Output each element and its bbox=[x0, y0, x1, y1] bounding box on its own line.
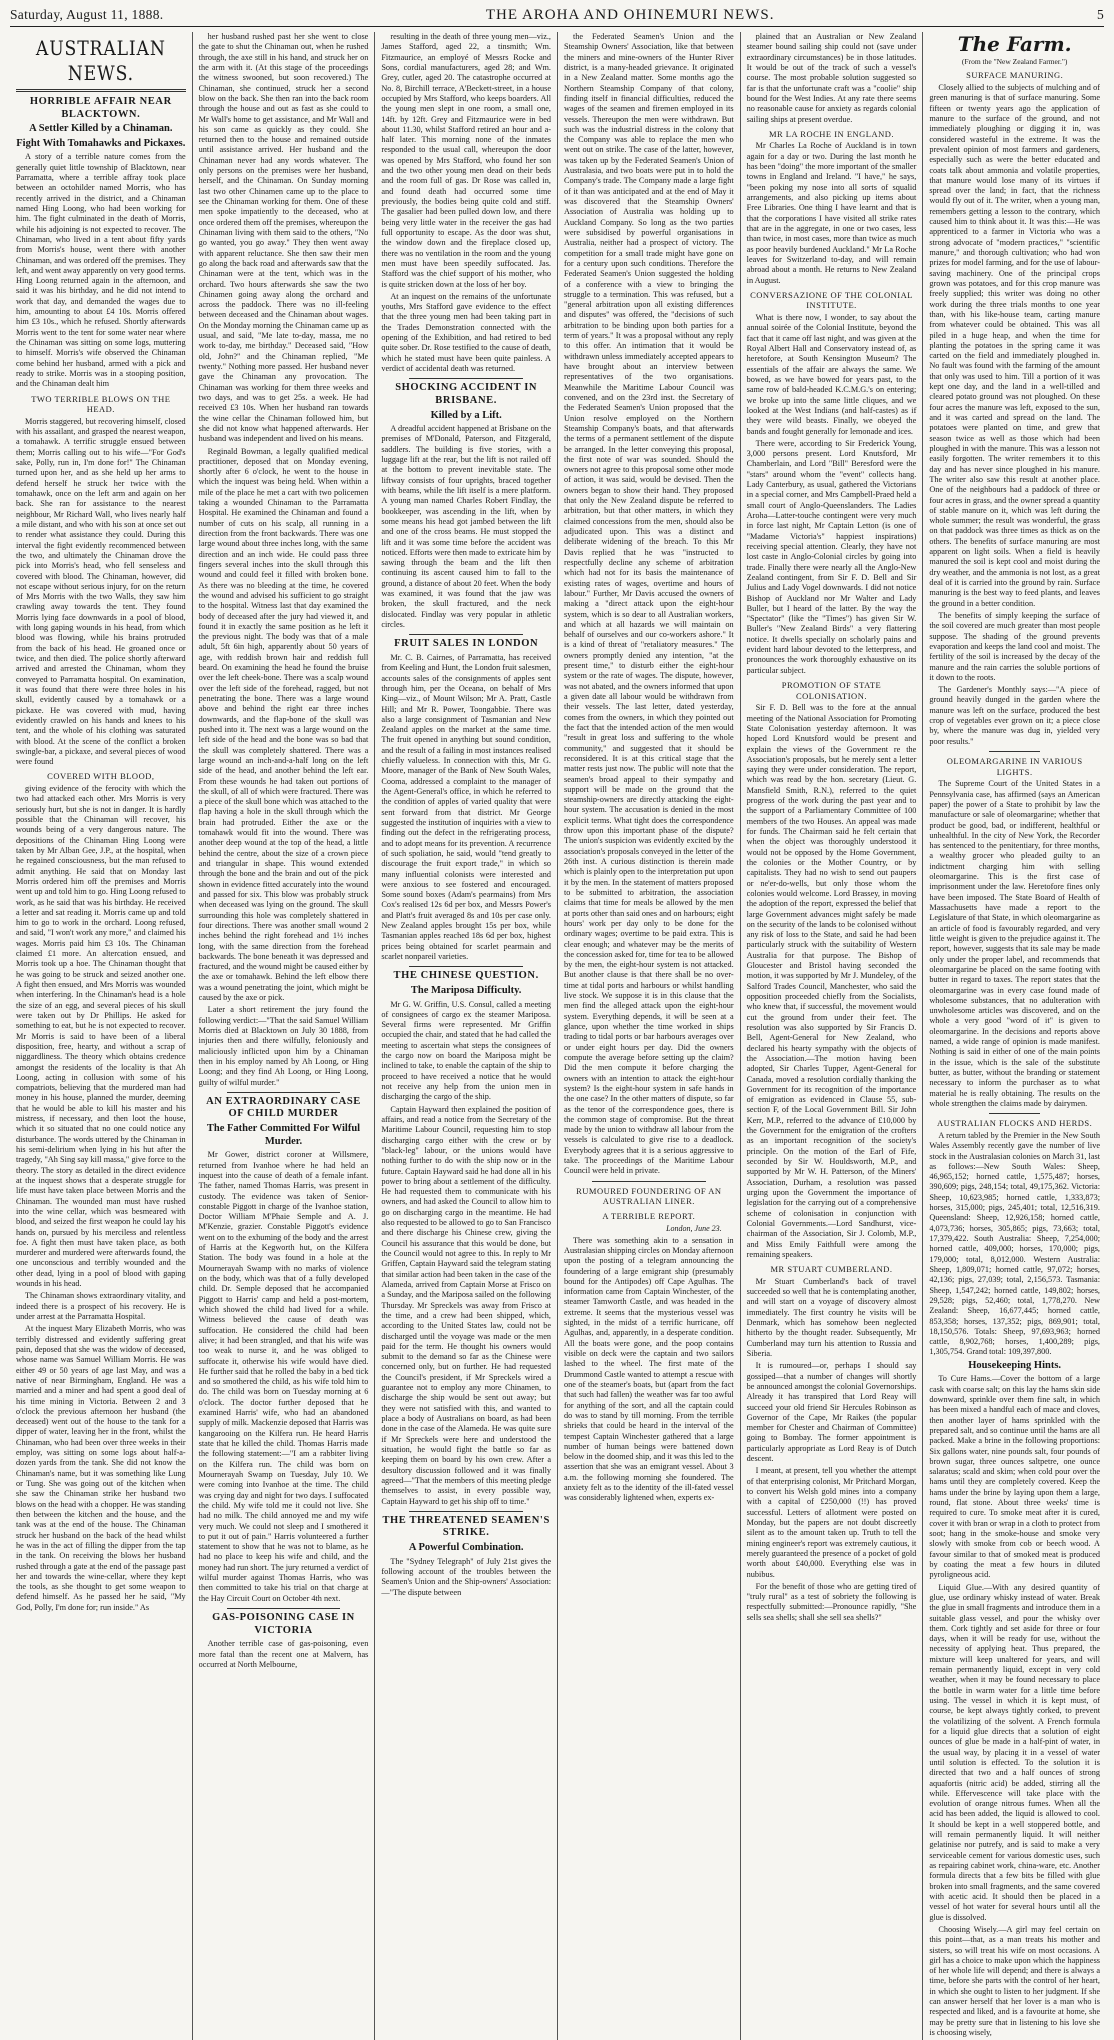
divider bbox=[16, 89, 186, 92]
divider bbox=[592, 1181, 706, 1182]
article-paragraph: Liquid Glue.—With any desired quantity of glue, use ordinary whisky instead of water. Break the glue in small fragments and introduce them in a suitable glass vessel, and pour the whisky over them. Cork tightly and set aside for three or four days, when it will be ready for use, without the necessity of applying heat. Thus prepared, the mixture will keep unaltered for years, and will remain permanently liquid, except in very cold weather, when it may be found necessary to place the bottle in warm water for a little time before using. The vessel in which it is kept must, of course, be kept always tightly corked, to prevent the volatilizing of the solvent. A French formula for a liquid glue directs that a solution of eight ounces of glue be made in a half-pint of water, in the usual way, by placing it in a vessel of water until solution is effected. To the solution it is directed that two and a half ounces of strong aquafortis (nitric acid) be added, stirring all the while. Effervescence will take place with the evolution of orange nitrous fumes. When all the acid has been added, the liquid is allowed to cool. It should be kept in a well stoppered bottle, and will remain permanently liquid. It will neither gelatinise nor putrefy, and is said to make a very serviceable cement for various domestic uses, such as repairing cabinet work, china-ware, etc. Another formula directs that a few bits be filled with glue broken into small fragments, and the same covered with acetic acid. It should then be placed in a vessel of hot water for several hours until all the glue is dissolved. bbox=[929, 1582, 1100, 1922]
article-paragraph: Reginald Bowman, a legally qualified medical practitioner, deposed that on Monday evening, shortly after 6 o'clock, he went to the house in which the inquest was being held. When within a mile of the place he met a cart with two policemen taking a wounded Chinaman to the Parramatta Hospital. He examined the Chinaman and found a number of cuts on his scalp, all running in a direction from the front backwards. There was one large wound about three inches long, with the same direction and an inch wide. He could pass three fingers several inches into the skull through this wound and could feel it filled with broken bone. As there was no bleeding at the time, he covered the wound and advised his sufficient to go straight to the hospital. Witness last that day examined the body of deceased after the jury had viewed it, and found it in exactly the same position as he left it the previous night. The body was that of a male adult, 5ft 6in high, apparently about 50 years of age, with reddish brown hair and reddish full beard. On examining the head he found the bruise over the left cheek-bone. There was a scalp wound over the left side of the forehead, ragged, but not penetrating the bone. There was a large wound above and behind the right ear three inches downwards, and the flap-bone of the skull was pushed into it. The next was a large wound on the left side of the head and the bone was so bad that the skull was completely shattered. There was a large wound an inch-and-a-half long on the left side of the head, and another behind the left ear. From these wounds he had taken out portions of the skull, of all of which were fractured. There was a piece of the skull bone which was attached to the flap having a hole in the skull through which the brain had protruded. Either the axe or the tomahawk would fit into the wound. There was another deep wound at the top of the head, a little behind the centre, about the size of a crown piece and triangular in shape. This wound extended through the bone and the brain and out of the pick shown in evidence fitted accurately into the wound and passed for six. This blow was probably struck when deceased was lying on the ground. The skull surrounding this hole was completely shattered in four directions. There was another small wound 2 inches behind the right forehead and 1½ inches long, with the same direction from the forehead backwards. The bone beneath it was depressed and fractured, and the wound might be caused either by the axe or tomahawk. Behind the left elbow there was a wound penetrating the joint, which might be caused by the axe or pick. bbox=[198, 446, 369, 1003]
divider bbox=[409, 966, 523, 967]
article-paragraph: Later a short retirement the jury found the following verdict:—"That the said Samuel William Morris died at Blacktown on July 30 1888, from injuries then and there wilfully, feloniously and maliciously inflicted upon him by a Chinaman then in his employ named by Ah Loong, or Hing Loong; and they find Ah Loong, or Hing Loong, guilty of wilful murder." bbox=[198, 1005, 369, 1087]
columns bbox=[10, 32, 1106, 2038]
divider bbox=[409, 378, 523, 379]
article-paragraph: A dreadful accident happened at Brisbane on the premises of M'Donald, Paterson, and Fitzgerald, saddlers. The building is five stories, with a luggage lift at the rear, but the lift is not railed off at the bottom to prevent inevitable state. The liftway consists of four uprights, braced together with beams, while the lift itself is a mere platform. A young man named Charles Robert Findlay, the bookkeeper, was ascending in the lift, when by some means his head got jambed between the lift and one of the cross beams. He must stopped the lift and it was some time before the accident was noticed. Efforts were then made to extricate him by sawing through the beam and the lift then continuing its ascent caused him to fall to the ground, a distance of about 20 feet. When the body was examined, it was found that the jaw was broken, the skull fractured, and the neck dislocated. Findlay was very popular in athletic circles. bbox=[381, 424, 551, 630]
article-paragraph: A return tabled by the Premier in the New South Wales Assembly recently gave the number of live stock in the Australasian colonies on March 31, last as follows:—New South Wales: Sheep, 46,965,152; horned cattle, 1,575,487; horses, 390,609; pigs, 248,154; total, 49,175,362. Victoria: Sheep, 10,623,985; horned cattle, 1,333,873; horses, 315,000; pigs, 245,401; total, 12,516,319. Queensland: Sheep, 12,926,158; horned cattle, 4,073,736; horses, 305,865; pigs, 73,663; total, 17,379,422. South Australia: Sheep, 7,254,000; horned cattle, 409,000; horses, 170,000; pigs, 179,000; total, 8,012,000. Western Australia: Sheep, 1,809,071; horned cattle, 97,072; horses, 42,136; pigs, 27,039; total, 2,156,573. Tasmania: Sheep, 1,547,242; horned cattle, 149,802; horses, 29,528; pigs, 52,460; total, 1,778,270. New Zealand: Sheep, 16,677,445; horned cattle, 853,358; horses, 137,352; pigs, 869,901; total, 18,150,576. Totals: Sheep, 97,693,963; horned cattle, 8,902,768; horses, 1,400,289; pigs, 1,305,754. Grand total: 109,397,800. bbox=[929, 1130, 1100, 1357]
article-paragraph: Mr Charles La Roche of Auckland is in town again for a day or two. During the last month he has been "doing" the more important of the smaller towns in England and Ireland. "I have," he says, "been poking my nose into all sorts of squalid arrangements, and also picking up items about Free Libraries. One thing I have learnt and that is that the corporations I have visited all strike rates that are in the aggregate, in one or two cases, less than twice, in most cases, more than twice as much as poor heavily burdened Auckland." Mr La Roche leaves for Switzerland to-day, and will remain abroad about a month. He returns to New Zealand in August. bbox=[746, 141, 917, 285]
article-paragraph: Mr. C. B. Cairnes, of Parramatta, has received from Keeling and Hunt, the London fruit salesmen, accounts sales of the consignments of apples sent through him, per the Oceana, on behalf of Mrs King—viz., of Mount Wilson; Mr A. Pratt, Castle Hill; and Mr R. Power, Toongabbie. There was also a large consignment of Tasmanian and New Zealand apples on the market at the same time. The fruit opened in anything but sound condition, and the result of a failing in most instances realised chiefly valueless. In connection with this, Mr G. Moore, manager of the Bank of New South Wales, Cooma, addressed a complaint to the manager of the Agent-General's office, in which he referred to the condition of apples of varied quality that were sent forward from that district. Mr George suggested the institution of inquiries with a view to finding out the defect in the refrigerating process, and to adopt means for its prevention. A recurrence of such spoliation, he said, would "tend greatly to discourage the fruit export trade," in which so many influential colonists were interested and were anxious to see fostered and encouraged. Some sound boxes (Adam's pearmains) from Mrs Cox's realised 12s 6d per box, and Messrs Power's and Platt's fruit averaged 8s and 10s per case only. New Zealand apples brought 15s per box, while Tasmanian apples reached 18s 6d per box, highest prices being obtained for scarlet pearmain and scarlet nonpareil varieties. bbox=[381, 652, 551, 961]
dateline: London, June 23. bbox=[666, 1223, 722, 1233]
divider bbox=[989, 751, 1040, 752]
article-paragraph: There were, according to Sir Frederick Young, 3,000 persons present. Lord Knutsford, Mr Chamberlain, and Lord "Bill" Beresford were the "stars" around whom the "event" collects hang. Lady Canterbury, as usual, gathered the Victorians in a special corner, and Mrs Campbell-Praed held a small court of Anglo-Queenslanders. The Ladies Aroha—Latter-touche contingent were very much in force last night, Mr Captain Letton (is one of "Madame Victoria's" happiest inspirations) receiving special attention. Clearly, they have not lost caste in Anglo-Colonial circles by going into trade. Finally there were nearly all the Anglo-New Zealand contingent, from Sir F. D. Bell and Sir Julius and Lady Vogel downwards. I did not notice Bishop of Auckland nor Mr Walter and Lady Buller, but I heard of the latter. By the way the "Spectator" (like the "Times") has given Sir W. Buller's "New Zealand Birds" a very flattering notice. It dwells specially on scholarly pains and evident hard labour devoted to the letterpress, and pronounces the work thoroughly exhaustive on its particular subject. bbox=[746, 438, 917, 675]
article-paragraph: I meant, at present, tell you whether the attempt of that enterprising colonist, Mr Pritchard Morgan, to convert his Welsh gold mines into a company with a capital of £250,000 (!!) has proved successful. Letters of allotment were posted on Monday, but the papers are not doubt discreetly silent as to the amount taken up. Truth to tell the mining engineer's report was extremely cautious, it merely guaranteed the presence of a pocket of gold worth about £40,000. Everything else was in nubibus. bbox=[746, 1466, 917, 1579]
column-5 bbox=[741, 32, 924, 2040]
column-2 bbox=[193, 32, 376, 2040]
headline-gas-poisoning: GAS-POISONING CASE IN VICTORIA bbox=[212, 1612, 355, 1636]
article-paragraph: A story of a terrible nature comes from the generally quiet little township of Blacktown, near Parramatta, where a terrible affray took place between an octohilder named Morris, who has recently arrived in the district, and a Chinaman named Hing Loong, who had been working for him. The fight culminated in the death of Morris, while his adjoining is not expected to recover. The Chinaman, who lived in a tent about fifty yards from Morris's house, went there with another Chinaman, and was ordered off the premises. They left, and went away apparently on very good terms. Hing Loong returned again in the afternoon, and said it was his birthday, and he did not intend to work that day, and demanded the wages due to him, amounting to about £4 10s. Morris offered him £3 10s., which he refused. Shortly afterwards Morris went to the tent for some water near where the Chinaman was sitting on some logs, muttering to himself. Morris's wife observed the Chinaman come behind her husband, armed with a pick and ready to strike. Morris was in a stooping position, and the Chinaman dealt him bbox=[16, 152, 186, 389]
divider bbox=[409, 1511, 523, 1512]
headline-state-colonisation: PROMOTION OF STATE COLONISATION. bbox=[781, 680, 882, 701]
headline-chinese-question: THE CHINESE QUESTION. bbox=[393, 970, 539, 982]
article-paragraph: Choosing Wisely.—A girl may feel certain on this point—that, as a man treats his mother and sisters, so will treat his wife on most occasions. A girl has a choice to make upon which the happiness of her whole life will depend; and there is always a time, before she parts with the control of her heart, in which she ought to listen to her judgment. If she can answer herself that her lover is a man who is respected and liked, and is a favourite at home, she may be pretty sure that in listening to his love she is choosing wisely, bbox=[929, 1924, 1100, 2038]
article-paragraph: Mr Stuart Cumberland's back of travel succeeded so well that he is contemplating another, and will start on a voyage of discovery almost immediately. The first country he visits will be Denmark, which has somehow been neglected hitherto by the thought reader. Subsequently, Mr Cumberland may turn his attention to Russia and Siberia. bbox=[746, 1276, 917, 1358]
subhead-father-committed: The Father Committed For Wilful Murder. bbox=[206, 1123, 361, 1147]
headline-conversazione: CONVERSAZIONE OF THE COLONIAL INSTITUTE. bbox=[750, 289, 913, 311]
article-paragraph: Mr Gower, district coroner at Willsmere, returned from Ivanhoe where he had held an inquest into the cause of death of a female infant. The father, named Thomas Harris, was present in custody. The evidence was taken of Senior-constable Piggott in charge of the Ivanhoe station, Doctor William M'Phaie Semple and A. J. M'Kenzie, grazier. Constable Piggott's evidence went on to the exhuming of the body and the arrest of Harris at the Kegworth hut, on the Kilfera Station. The body was found in a hole at the Mournerayah Swamp with no marks of violence on the body, which was that of a fully developed child. Dr. Semple deposed that he accompanied Piggott to Harris' camp and held a post-mortem, which showed the child had lived for a while. Witness believed the cause of death was suffocation. He considered the child had been alive; it had been strangled, and that his wife was too weak to nurse it, and he was obliged to suffocate it, otherwise his wife would have died. He further said that he rolled the baby in a bed tick and so smothered the child, as his wife told him to do. The child was born on Tuesday morning at 6 o'clock. The doctor further deposed that he examined Harris' wife, who had an abandoned supply of milk. Mackenzie deposed that Harris was kangarooing on the Kilfera run. He heard Harris state that he killed the child. Thomas Harris made the following statement:—"I am a rabbiter living on the Kilfera run. The child was born on Mournerayah Swamp on Tuesday, July 10. We were coming into Ivanhoe at the time. The child was crying day and night for two days. I suffocated the child. My wife told me it could not live. She had no milk. The child annoyed me and my wife very much. We could not sleep and I smothered it to put it out of pain." Harris volunteered a further statement to show that he was not to blame, as he had no place to keep his wife and child, and the money had run short. The jury returned a verdict of wilful murder against Thomas Harris, who was then committed to take his trial on that charge at the Hay Circuit Court on October 4th next. bbox=[198, 1150, 369, 1603]
divider bbox=[409, 634, 523, 635]
headline-housekeeping-hints: Housekeeping Hints. bbox=[968, 1359, 1062, 1371]
article-paragraph: plained that an Australian or New Zealand steamer bound sailing ship could not (save under extraordinary circumstances) be in those latitudes. It would be out of the track of such a vessel's course. The most probable solution suggested so far is that the unfortunate craft was a "coolie" ship bound for the West Indies. At any rate there seems no reasonable cause for anxiety as regards colonial sailing ships at present overdue. bbox=[746, 32, 917, 124]
subhead-settler-killed: A Settler Killed by a Chinaman. bbox=[29, 123, 173, 135]
article-paragraph: Another terrible case of gas-poisoning, even more fatal than the recent one at Malvern, has occurred at North Melbourne, bbox=[198, 1639, 369, 1669]
article-paragraph: Captain Hayward then explained the position of affairs, and read a notice from the Secretary of the Maritime Labour Council, requesting him to stop discharging cargo either with the crew or by "black-leg" labour, or the unions would have nothing further to do with the ship now or in the future. Captain Hayward said he had done all in his power to bring about a settlement of the difficulty. He had requested them to communicate with his owners, and had asked the Council to allow him to go on discharging cargo in the meantime. He had also requested to be allowed to go to San Francisco and there discharge his Chinese crew, giving the Council his assurance that this would be done, but the Council would not agree to this. In reply to Mr Griffen, Captain Hayward said the telegram stating that similar action had been taken in the case of the Alameda, arrived from Captain Morse at Frisco on a Sunday, and the Mariposa sailed on the following Thursday. Mr Spreckels was away from Frisco at the time, and a crew had been shipped, which, according to the United States law, could not be discharged until the voyage was made or the men paid for the term. He thought his owners would submit to the demand so far as the Chinese were concerned only, but on further. He had requested the Council's president, if Mr Spreckels wired a guarantee not to employ any more Chinamen, to discharge the ship would be sent out away; but they were not satisfied with this, and wanted to place a body of Australians on board, as had been done in the case of the Alameda. He was quite sure if Mr Spreckels were here and understood the situation, he would fight the battle so far as keeping them on board by his own crew. After a desultory discussion followed and it was finally agreed—"That the members of this meeting pledge themselves to assist, in every possible way, Captain Hayward to get his ship off to time." bbox=[381, 1104, 551, 1506]
crosshead-covered-blood: COVERED WITH BLOOD, bbox=[47, 771, 155, 782]
divider bbox=[227, 1092, 341, 1093]
article-paragraph: For the benefit of those who are getting tired of "truly rural" as a test of sobriety the following is respectfully submitted:—Pronounce rapidly, "She sells sea shells; shall she sell sea shells?" bbox=[746, 1581, 917, 1622]
article-paragraph: The "Sydney Telegraph" of July 21st gives the following account of the troubles between the Seamen's Union and the Ship-owners' Association:—"The dispute between bbox=[381, 1556, 551, 1597]
article-paragraph: Mr G. W. Griffin, U.S. Consul, called a meeting of consignees of cargo ex the steamer Mariposa. Several firms were represented. Mr Griffin occupied the chair, and stated that he had called the meeting to ascertain what steps the consignees of the cargo now on board the Mariposa might be inclined to take, to enable the captain of the ship to proceed to have received a notice that he would not receive any help from the union men in discharging the cargo of the ship. bbox=[381, 999, 551, 1102]
column-4 bbox=[558, 32, 741, 2040]
article-paragraph: The benefits of simply keeping the surface of the soil covered are much greater than most people suppose. The shading of the ground prevents evaporation and keeps the land cool and moist. The fertility of the soil is increased by the decay of the manure and the rain carries the soluble portions of it down to the roots. bbox=[929, 610, 1100, 682]
article-paragraph: The Chinaman shows extraordinary vitality, and indeed there is a prospect of his recovery. He is under arrest at the Parramatta Hospital. bbox=[16, 1291, 186, 1321]
article-paragraph: her husband rushed past her she went to close the gate to shut the Chinaman out, when he rushed through, the axe still in his hand, and struck her on the arm with it. (At this stage of the proceedings the witness swooned, but soon recovered.) The Chinaman, she continued, struck her a second blow on the back. She then ran into the back room through the house and out as fast as she could to Mr Wall's home to get assistance, and Mr Wall and his son came as quickly as they could. She returned then to the house and remained outside until assistance arrived. Her husband and the Chinaman never had any words whatever. The only persons on the premises were her husband, herself, and the Chinaman. On Sunday morning last two other Chinamen came up to the place to see the Chinaman working for them. One of these men spoke impatiently to the deceased, who at once ordered them off the premises, whereupon the Chinaman living with them said to the others, "No go wanted, you go away." They then went away with apparent reluctance. She then saw their men go along the back road and afterwards saw that the Chinaman were at the tent, which was in the orchard. Two hours afterwards she saw the two Chinamen going away along the orchard and across the paddock. There was no ill-feeling between deceased and the Chinaman about wages. On the Monday morning the Chinaman came up as usual, and said, "Me late to-day, massa, me no work to-day, me birthday." Deceased said, "How old, John?" and the Chinaman replied, "Me twenty." Nothing more passed. Her husband never gave the Chinaman any provocation. The Chinaman was working for them three weeks and two days, and was to get 25s. a week. He had received £3 10s. When her husband ran towards the wine cellar the Chinaman followed him, but she did not know what happened afterwards. Her husband was independent and lived on his means. bbox=[198, 32, 369, 444]
divider bbox=[227, 1608, 341, 1609]
headline-surface-manuring: SURFACE MANURING. bbox=[966, 70, 1064, 81]
article-paragraph: Morris staggered, but recovering himself, closed with his assailant, and grasped the nearest weapon, a tomahawk. A terrific struggle ensued between them; Morris calling out to his wife—"For God's sake, Polly, run in, I'm done for!" The Chinaman turned upon her, and as she held up her arms to defend herself he struck her twice with the tomahawk, once on the left arm and again on her back. She ran for assistance to the nearest neighbour, Mr Richard Wall, who lives nearly half a mile distant, and who with his son at once set out to render what assistance they could. During this interval the fight evidently recommenced between the two, and ultimately the Chinaman drove the pick into Morris's head, who fell senseless and covered with blood. The Chinaman, however, did not escape without serious injury, for on the return of Mrs Morris with the two Walls, they saw him crawling away towards the tent. They found Morris lying face downwards in a pool of blood, with long gaping wounds in his head, from which blood was flowing, while his brains protruded from the back of his head. He groaned once or twice, and then died. The police shortly afterward arrived and arrested the Chinaman, whom they conveyed to Parramatta hospital. On examination, it was found that there were three holes in his skull, evidently caused by a tomahawk or a pickaxe. He was covered with mud, having evidently crawled on his hands and knees to his tent, and the whole of his clothing was saturated with blood. At the scene of the conflict a broken swingle-bar, a pickaxe, and several pieces of wood were found bbox=[16, 416, 186, 767]
column-3 bbox=[375, 32, 558, 2040]
headline-flocks-herds: AUSTRALIAN FLOCKS AND HERDS. bbox=[937, 1118, 1093, 1129]
article-paragraph: What is there now, I wonder, to say about the annual soirée of the Colonial Institute, beyond the fact that it came off last night, and was given at the Royal Albert Hall and Conservatory instead of, as heretofore, at South Kensington Museum? The essentials of the affair are always the same. We bowed, as we have bowed for years past, to the same row of bald-headed K.C.M.G.'s on entering; we broke up into the same little cliques, and we looked at the West Indians (and half-castes) as if they were wild beasts. Finally, we obeyed the bands and fought generally for lemonade and ices. bbox=[746, 313, 917, 436]
headline-brisbane-accident: SHOCKING ACCIDENT IN BRISBANE. bbox=[395, 382, 538, 406]
section-title-the-farm: The Farm. bbox=[957, 32, 1072, 56]
article-paragraph: resulting in the death of three young men—viz., James Stafford, aged 22, a tinsmith; Wm. Fitzmaurice, an employé of Messrs Rocke and Sons, cordial manufacturers, aged 28; and Wm. Grey, cutler, aged 20. The catastrophe occurred at No. 8, Birchill terrace, A'Beckett-street, in a house occupied by Mrs Stafford, who keeps boarders. All the young men slept in one room, a small one, 14ft. by 12ft. Grey and Fitzmaurice were in bed about 11.30, whilst Stafford retired an hour and a-half later. This morning none of the inmates responded to the usual call, whereupon the door was opened by Mrs Stafford, who found her son and the two other young men dead on their beds and the room full of gas. Dr Rose was called in, and found death had occurred some time previously, the bodies being quite cold and stiff. The gasalier had been pulled down low, and there being very little water in the receiver the gas had full opportunity to escape. As the door was shut, the window down and the fireplace closed up, there was no ventilation in the room and the young men must have been speedily suffocated. Jas. Stafford was the chief support of his mother, who is quite stricken down at the loss of her boy. bbox=[381, 32, 551, 289]
subhead-fight-tomahawks: Fight With Tomahawks and Pickaxes. bbox=[16, 137, 186, 149]
subhead-terrible-report: A TERRIBLE REPORT. bbox=[602, 1210, 696, 1221]
article-paragraph: Closely allied to the subjects of mulching and of green manuring is that of surface manuring. Some fifteen or twenty years ago the application of manure to the surface of the ground, and not immediately ploughing or digging it in, was considered wasteful in the extreme. It was the prevalent opinion of most farmers and gardeners, especially such as were the better educated and coats talk about ammonia and volatile properties, that manure would lose many of its virtues if spread over the land; in fact, that the richness would fly out of it. The writer, when a young man, remembers getting a lesson to the contrary, which caused him to think about it. It was this:—He was apprenticed to a farmer in Victoria who was a strong advocate of "modern practices," "scientific manure," and thorough cultivation; who had won prizes for model farming, and for the use of labour-saving machinery. One of the principal crops grown was potatoes, and for this crop manure was freely supplied; this writer was doing no other work during the three trials months to one year than, with his like-house team, carting manure from whatever could be obtained. This was all piled in a huge heap, and when the time for planting the potatoes in the spring came it was carted on the field and immediately ploughed in. No fault was found with the farming of the amount that only was used to him. Till a portion of it was kept one day, and the land in a well-tilled and cleared potato ground was not ploughed. On these four acres the manure was left, exposed to the sun, and it was carted and spread on the land. The potatoes were planted on time, and grew that season twice as well as those which had been ploughed in with the manure. This was a lesson not easily forgotten. The writer remembers it to this day and has never since ploughed in his manure. The writer also saw this result at another place. One of the neighbours had a paddock of three or four acres in grass, and the owner spread a quantity of stable manure on it, which was left during the whole summer; the result was wonderful, the grass on that paddock was three times as thick as on the others. The benefits of surface manuring are most apparent on light soils. When a field is heavily manured the soil is kept cool and moist during the dry weather, and the ammonia is not lost, as a great deal of it is carried into the ground by rain. Surface manuring is the best way to feed plants, and leaves the ground in a better condition. bbox=[929, 83, 1100, 608]
article-paragraph: The Supreme Court of the United States in a Pennsylvania case, has affirmed (says an American paper) the power of a State to prohibit by law the manufacture or sale of oleomargarine; whether that product be good, bad, or indifferent, healthful or unhealthful. In the city of New York, the Recorder has sentenced to the penitentiary, for three months, a wealthy grocer who pleaded guilty to an indictment charging him with selling oleomargarine. This is the first case of imprisonment under the law. Heretofore fines only have been imposed. The State Board of Health of Massachusetts have made a report to the Legislature of that State, in which oleomargarine as an article of food is favourably regarded, and very little weight is given to the prejudice against it. The report, however, suggests that its sale may be made only under the proper label, and recommends that oleomargarine be placed on the same footing with butter in regard to taxes. The report states that the oleomargarine was in every case found made of wholesome substances, that no adulteration with unwholesome articles was discovered, and on the whole a very good "word of it" is given to oleomargarine. In the decisions and reports above named, a wide range of opinion is made manifest. Nothing is said in either of one of the main points in the issue, which is the sale of the substitute butter, as butter, without the branding or statement necessary to inform the purchaser as to what material he is really obtaining. The results on the whole strengthen the claims made by dairymen. bbox=[929, 779, 1100, 1108]
article-paragraph: It is rumoured—or, perhaps I should say gossiped—that a number of changes will shortly be announced amongst the colonial Governorships. Already it has transpired that Lord Reay will succeed your old friend Sir Hercules Robinson as Governor of the Cape, Mr Raikes (the popular member for Chester and Chairman of Committee) going to Bombay. The former appointment is particularly appropriate as Lord Reay is of Dutch descent. bbox=[746, 1361, 917, 1464]
headline-rumoured-foundering: RUMOURED FOUNDERING OF AN AUSTRALIAN LINER. bbox=[576, 1185, 722, 1207]
headline-oleomargarine: OLEOMARGARINE IN VARIOUS LIGHTS. bbox=[946, 756, 1083, 777]
subhead-killed-by-lift: Killed by a Lift. bbox=[430, 409, 502, 421]
headline-fruit-sales: FRUIT SALES IN LONDON bbox=[394, 638, 539, 650]
source-credit: (From the "New Zealand Farmer.") bbox=[961, 57, 1068, 66]
crosshead-two-blows: TWO TERRIBLE BLOWS ON THE HEAD. bbox=[31, 393, 171, 415]
headline-la-roche: MR LA ROCHE IN ENGLAND. bbox=[768, 128, 895, 139]
headline-child-murder: AN EXTRAORDINARY CASE OF CHILD MURDER bbox=[206, 1095, 361, 1120]
subhead-powerful-combination: A Powerful Combination. bbox=[408, 1542, 524, 1553]
headline-seamens-strike: THE THREATENED SEAMEN'S STRIKE. bbox=[382, 1514, 550, 1539]
page-number: 5 bbox=[1096, 7, 1104, 22]
article-paragraph: giving evidence of the ferocity with which the two had attacked each other. Mrs Morris is very seriously hurt, but she is not in danger. It is hardly possible that the Chinaman will recover, his wounds being of a very dangerous nature. The depositions of the Chinaman Hing Loong were taken by Mr Alban Gee, J.P., at the hospital, when he regained consciousness, but the man refused to admit anything. He said that on Monday last Morris ordered him off the premises and Morris went up and told him to go. Hing Loong refused to work, as he said that was his birthday. He received a letter and sat reading it. Morris came up and told him to go to work in the orchard. Loong refused, and said, "I won't work any more," and claimed his wages. Morris paid him £3 10s. The Chinaman claimed £1 more. An altercation ensued, and Morris took up a hoe. The Chinaman thought that he was going to be struck and seized another one. A fight then ensued, and Mrs Morris was wounded when interfering. In the Chinaman's head is a hole the size of an egg, and several pieces of his skull were taken out by Dr Phillips. He asked for something to eat, but he is not expected to recover. Mr Morris is said to have been of a liberal disposition, free, hearty, and without a scrap of niggardliness. The theory which obtains credence amongst the residents of the locality is that Ah Loong, acting in collusion with some of his compatriots, believing that the murdered man had money in his house, planned the murder, deeming that he would be able to kill his master and his mistress, if necessary, and then loot the house, which it so situated that no one could notice any disturbance. The words uttered by the Chinaman in his semi-delirium when lying in his hut after the tragedy, "Ah Sing say kill massa," give force to the theory. The story as detailed in the direct evidence at the inquest shows that a desperate struggle for life must have taken place between Morris and the Chinaman. The wounded man must have rushed into the wine cellar, which was besmeared with blood, and seized the first weapon he could lay his hands on, pursued by his merciless and relentless foe. A fight then must have taken place, as both murderer and murdered were afterwards found, the one unconscious and terribly wounded and the other dead, lying in a pool of blood with gaping wounds in his head. bbox=[16, 784, 186, 1289]
subhead-mariposa: The Mariposa Difficulty. bbox=[410, 984, 522, 996]
section-title-australian-news: AUSTRALIAN NEWS. bbox=[35, 36, 166, 85]
article-paragraph: To Cure Hams.—Cover the bottom of a large cask with coarse salt; on this lay the hams skin side downward, sprinkle over them fine salt, in which has been mixed a handful each of mace and cloves, then another layer of hams sprinkled with the prepared salt, and so continue until the hams are all packed. Make a brine in the following proportions: Six gallons water, nine pounds salt, four pounds of brown sugar, three ounces saltpetre, one ounce salaratus; scald and skim; when cold pour over the hams until they are completely covered. Keep the hams under the brine by laying upon them a large, round, flat stone. About three weeks' time is required to cure. To smoke meat after it is cured, cover it with bran or wrap in a cloth to protect from soot; hang in the smoke-house and smoke very slowly with smoke from cob or beech wood. A favour similar to that of smoked meat is produced by coating the meat a few hours in diluted pyroligneous acid. bbox=[929, 1374, 1100, 1580]
divider bbox=[989, 1113, 1040, 1114]
article-paragraph: Sir F. D. Bell was to the fore at the annual meeting of the National Association for Promoting State Colonisation yesterday afternoon. It was hoped Lord Knutsford would be present and explain the views of the Government re the Association's proposals, but he merely sent a letter saying they were under consideration. The report, which was read by the hon. secretary (Lieut. G. Mansfield Smith, R.N.), referred to the quiet progress of the work during the past year and to the support of a Parliamentary Committee of 100 members of the two Houses. An appeal was made for funds. The Chairman said he felt certain that when the object was thoroughly understood it would not be opposed by the Home Government, the colonies or the Mother Country, or by capitalists. They had no wish to send out paupers or ne'er-do-wells, but only those whom the colonies would welcome. Lord Brassey, in moving the adoption of the report, expressed the belief that large Government advances might safely be made on the security of the lands to be colonised without any risk of loss to the State, and said he had been particularly struck with the suitability of Western Australia for that purpose. The Bishop of Gloucester and Bristol having seconded the motion, it was supported by Mr J. Mundeley, of the Salford Trades Council, Manchester, who said the opposition proceeded chiefly from the Socialists, who knew that, if successful, the movement would cut the ground from under their feet. The resolution was also supported by Sir Francis D. Bell, Agent-General for New Zealand, who declared his hearty sympathy with the objects of the Association.—The motion having been adopted, Sir Charles Tupper, Agent-General for Canada, moved a resolution cordially thanking the Government for its recognition of the importance of emigration as evidenced in Clause 55, sub-section F, of the Local Government Bill. Sir John Kerr, M.P., referred to the advance of £10,000 by the Government for the emigration of the crofters as an important recognition of the society's principle. On the motion of the Earl of Fife, seconded by Sir W. Houldsworth, M.P., and supported by Mr W. H. Patterson, of the Miners' Association, Durham, a resolution was passed urging upon the Government the importance of legislation for the carrying out of a comprehensive scheme of colonisation in conjunction with Colonial Governments.—Lord Sandhurst, vice-chairman of the Association, Sir J. Colomb, M.P., and Miss Emily Faithfull were among the remaining speakers. bbox=[746, 703, 917, 1259]
article-paragraph: the Federated Seamen's Union and the Steamship Owners' Association, like that between the miners and mine-owners of the Hunter River district, is a many-headed grievance. It originated in a New Zealand matter. Some months ago the Northern Steamship Company of that colony, finding itself in financial difficulties, reduced the wages of the seamen and firemen employed in its vessels. Thereupon the men were withdrawn. But such was the industrial distress in the colony that the Company was able to replace the men who went out on strike. The case of the latter, however, was taken up by the Federated Seamen's Union of Australasia, and two boats were put in to hold the Company's trade. The Company made a large fight of it than was anticipated and at the end of May it was discovered that the Steamship Owners' Association of Australia was holding up to Auckland Company. So long as the two parties were subsidised by powerful organisations in Australia, neither had a prospect of victory. The competition for a small trade might have gone on for a century upon such conditions. Therefore the Federated Seamen's Union suggested the holding of a conference with a view to bringing the struggle to a termination. This was refused, but a "general arbitration upon all existing differences and disputes" was offered, the "decisions of such arbitration to be binding upon both parties for a term of years." It was a proposal without any reply to this offer. An intimation that it would be withdrawn unless immediately accepted appears to have brought about an interview between representatives of the two organisations. Meanwhile the Maritime Labour Council was convened, and on the 23rd inst. the Secretary of the Federated Seamen's Union proposed that the Union resolve employed on the Northern Steamship Company's boats, and that afterwards the terms of a permanent settlement of the dispute be arranged. In the letter conveying this proposal, the first note of war was sounded. Should the owners not agree to this proposal some other mode of action, it was said, would be devised. Then the owners began to show their hand. They proposed that only the New Zealand dispute be referred to arbitration, but that other matters, in which they claimed concessions from the men, should also be adjudicated upon. This was a distinct and deliberate widening of the breach. To this Mr Davis replied that he was "instructed to respectfully decline any scheme of arbitration which had not for its basis the maintenance of existing rates of wages, overtime and hours of labour." Further, Mr Davis accused the owners of making a "direct attack upon the eight-hour system, which is so dear to all Australian workers, and which at all hazards we will maintain on behalf of ourselves and our co-workers ashore." It is a kind of threat of "retaliatory measures." The owners promptly denied any intention, "at the present time," to disturb either the eight-hour system or the rate of wages. The dispute, however, was not abated, and the owners informed that upon a given date all labour would be withdrawn from their vessels. The last letter, dated yesterday, comes from the owners, in which they pointed out the fact that the intended action of the men would "result in great loss and suffering to the whole community," and suggested that it should be reconsidered. It is at this critical stage that the matter rests just now. The public will note that the seamen's broad appeal to their sympathy and support will be made on the ground that the steamship-owners are directly attacking the eight-hour system. The accusation is denied in the most explicit terms. What tight does the correspondence throw upon this important phase of the dispute? The union's suspicion was evidently excited by the association's proposals conveyed in the letter of the 26th inst. A curious distinction is therein made which is plainly open to the interpretation put upon it by the men. In the statement of matters proposed to be submitted to arbitration, the association claims that time for meals be allowed by the men at ports other than said ones and on harbours; eight hours' work per day only to be done for the ordinary wages; overtime to be paid extra. This is clear enough; and whatever may be the merits of the concession asked for, time for tea to be allowed by the men, the eight-hour system is not attacked. But another clause is that there shall be no over-time at tidal ports and harbours or whilst handling live stock. We suppose it is in this clause that the men find the alleged attack upon the eight-hour system. Everything depends, it will be seen at a glance, upon whether the time worked in ships trading to tidal ports or bar harbours averages over or under eight hours per day. Did the owners compute the average before setting up the claim? Did the men compute it before charging the owners with an intention to attack the eight-hour system? Is the eight-hour system in safe hands in the one case? In the other matters of dispute, so far as the tenor of the correspondence goes, there is the common stage of compromise. But the threat made by the union to withdraw all labour from the vessels is calculated to give rise to a deadlock. Everybody agrees that it is a serious aggressive to take. The proceedings of the Maritime Labour Council were held in private. bbox=[564, 32, 734, 1176]
column-1 bbox=[10, 32, 193, 2040]
article-paragraph: At an inquest on the remains of the unfortunate youths, Mrs Stafford gave evidence to the effect that the three young men had been taking part in the Trades Demonstration connected with the opening of the Exhibition, and had retired to bed quite sober. Dr. Rose testified to the cause of death, which he stated must have been quite painless. A verdict of accidental death was returned. bbox=[381, 291, 551, 373]
masthead-date: Saturday, August 11, 1888. bbox=[10, 7, 164, 22]
masthead bbox=[10, 4, 1104, 27]
article-paragraph: At the inquest Mary Elizabeth Morris, who was terribly distressed and evidently suffering great pain, deposed that she was the widow of deceased, whose name was Samuel William Morris. He was either 49 or 50 years of age last May, and was a native of near Birmingham, England. He was a married and a miner and had spent a good deal of his time mining in Victoria. Between 2 and 3 o'clock the previous afternoon her husband (the deceased) went out of the house to the tank for a dipper of water, leaving her in the front, whilst the Chinaman, who had been over three weeks in their employ, was sitting on some logs about half-a-dozen yards from the tank. She did not know the Chinaman's name, but it was something like Lung or Tung. She was going out of the kitchen when she saw the Chinaman strike her husband two blows on the head with a chopper. He was standing then between the kitchen and the house, and the tank was at the end of the house. The Chinaman struck her husband on the back of the head whilst he was in the act of filling the dipper from the tap in the tank. On receiving the blows her husband rushed through a gate at the end of the passage past her and towards the wine-cellar, where they kept the tools, as she thought to get some weapon to defend himself. As he passed her he said, "My God, Polly, I'm done for; run inside." As bbox=[16, 1324, 186, 1612]
headline-horrible-affair: HORRIBLE AFFAIR NEAR BLACKTOWN. bbox=[29, 96, 172, 120]
article-paragraph: The Gardener's Monthly says:—"A piece of ground heavily dunged in the garden where the manure was left on the surface, produced the best crop of vegetables ever grown on it; a piece close by, where the manure was dug in, yielded very poor results." bbox=[929, 685, 1100, 746]
article-paragraph: There was something akin to a sensation in Australasian shipping circles on Monday afternoon upon the posting of a telegram announcing the foundering of a large emigrant ship (presumably bound for the Antipodes) off Cape Agulhas. The information came from Captain Winchester, of the steamer Tamworth Castle, and was headed in the extreme. It seems that the mysterious vessel was sighted, in the midst of a terrific hurricane, off Agulhas, and, apparently, in a desperate condition. All the boats were gone, and the poop contains visible on deck were the captain and two sailors lashed to the wheel. The first mate of the Drummond Castle wanted to attempt a rescue with one of the steamer's boats, but (apart from the fact that such had fallen) the weather was far too awful for anything of the sort, and all the captain could do was to stand by till morning. From the terrible shrieks that could be heard in the interval of the tempest Captain Winchester gathered that a large number of human beings were battened down below in the doomed ship, and it was this led to the assertion that she was an emigrant vessel. About 3 a.m. the following morning she foundered. The anxiety felt as to the identity of the ill-fated vessel was considerably lightened when, experts ex- bbox=[564, 1235, 734, 1503]
masthead-title: THE AROHA AND OHINEMURI NEWS. bbox=[485, 6, 775, 23]
column-6 bbox=[923, 32, 1106, 2040]
headline-stuart-cumberland: MR STUART CUMBERLAND. bbox=[770, 1264, 893, 1275]
